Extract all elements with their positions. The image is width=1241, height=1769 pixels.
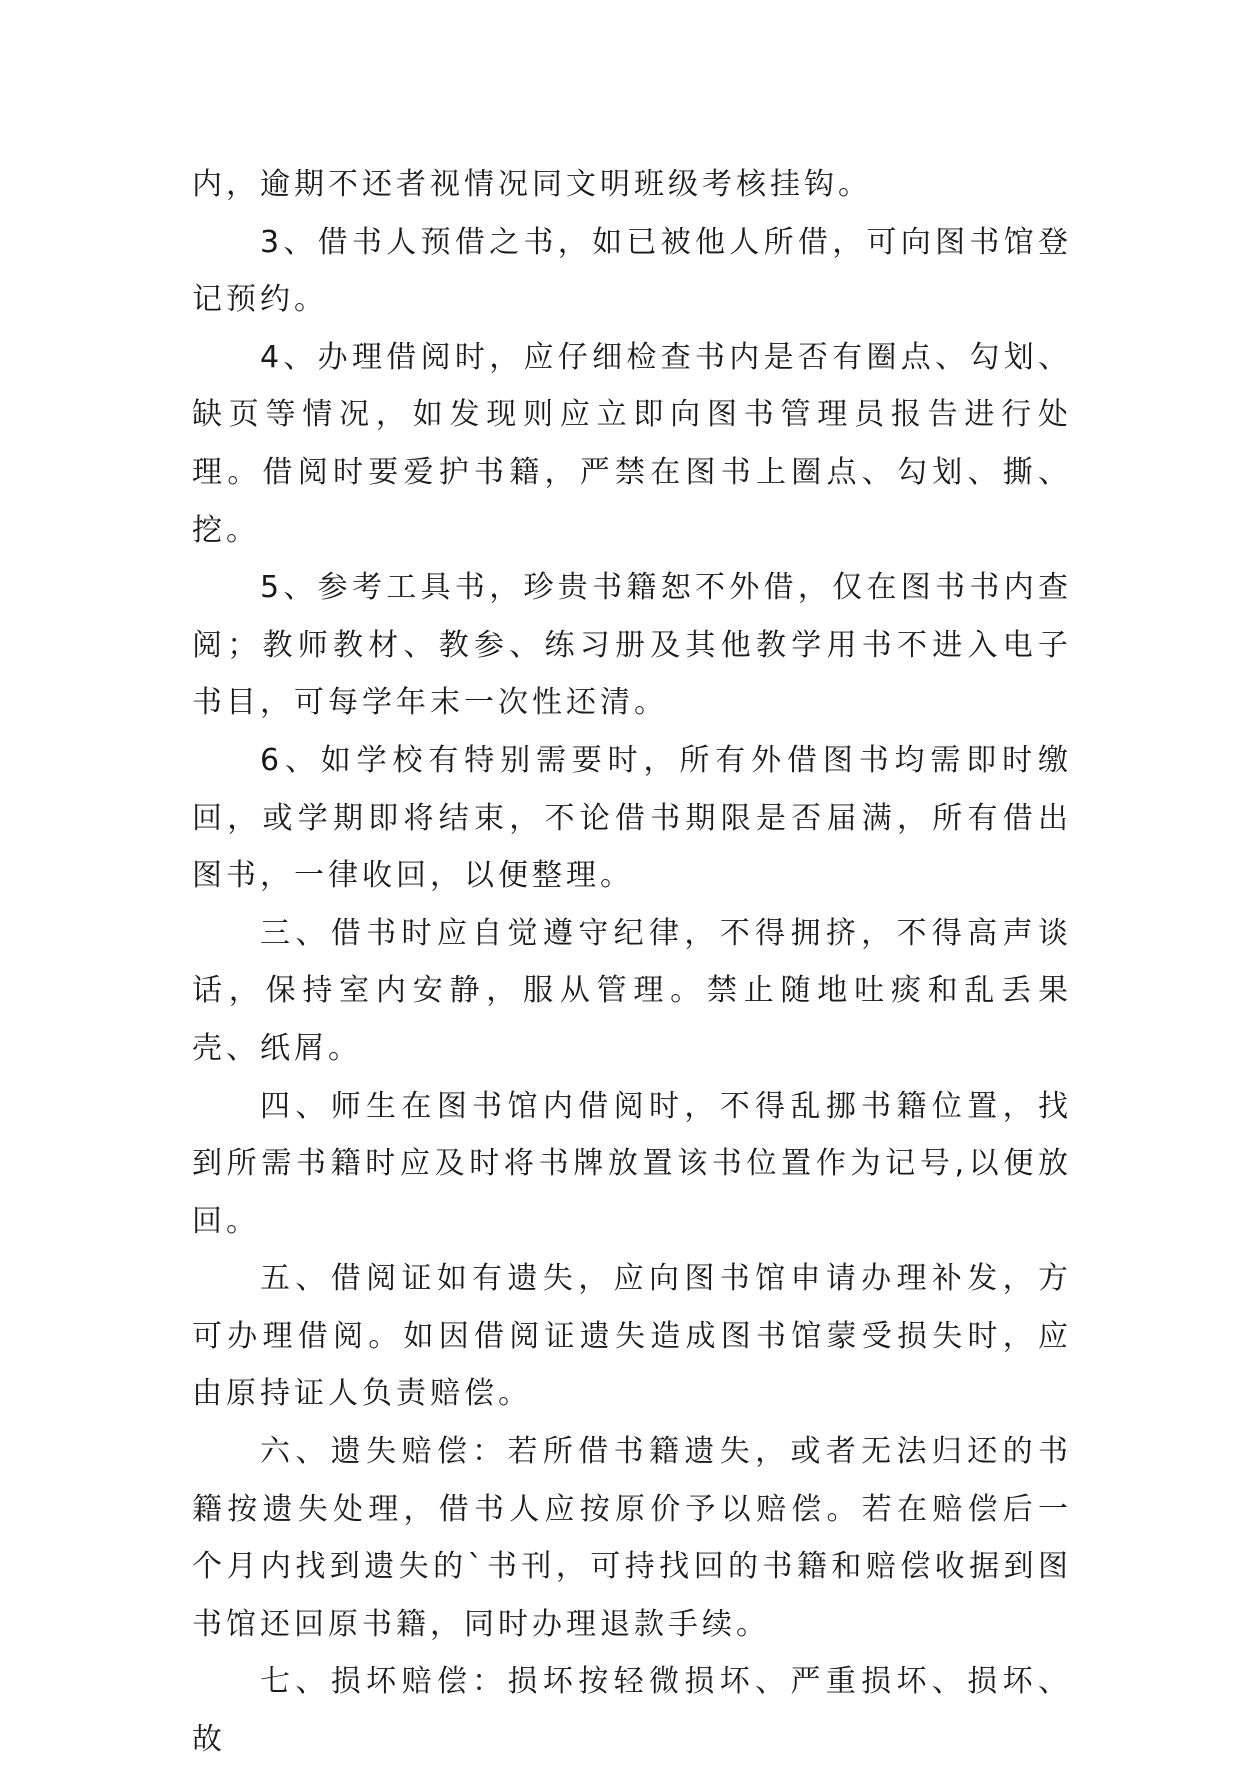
- paragraph-section-5: 五、借阅证如有遗失，应向图书馆申请办理补发，方可办理借阅。如因借阅证遗失造成图书馆蒙受损失时，应由原持证人负责赔偿。: [192, 1261, 1072, 1412]
- paragraph-section-4: 四、师生在图书馆内借阅时，不得乱挪书籍位置，找到所需书籍时应及时将书牌放置该书位置作为记号,以便放回。: [192, 1088, 1072, 1239]
- paragraph-rule-4: 4、办理借阅时，应仔细检查书内是否有圈点、勾划、缺页等情况，如发现则应立即向图书管理员报告进行处理。借阅时要爱护书籍，严禁在图书上圈点、勾划、撕、挖。: [192, 339, 1072, 548]
- paragraph-continuation: 内，逾期不还者视情况同文明班级考核挂钩。: [192, 167, 872, 202]
- paragraph-rule-3: 3、借书人预借之书，如已被他人所借，可向图书馆登记预约。: [192, 224, 1072, 318]
- paragraph-rule-5: 5、参考工具书，珍贵书籍恕不外借，仅在图书书内查阅；教师教材、教参、练习册及其他教学用书不进入电子书目，可每学年末一次性还清。: [192, 570, 1072, 721]
- paragraph-section-3: 三、借书时应自觉遵守纪律，不得拥挤，不得高声谈话，保持室内安静，服从管理。禁止随地吐痰和乱丢果壳、纸屑。: [192, 915, 1072, 1066]
- paragraph-section-6: 六、遗失赔偿：若所借书籍遗失，或者无法归还的书籍按遗失处理，借书人应按原价予以赔偿。若在赔偿后一个月内找到遗失的`书刊，可持找回的书籍和赔偿收据到图书馆还回原书籍，同时办理退款手续。: [192, 1434, 1072, 1642]
- document-body: [192, 156, 1072, 1769]
- paragraph-section-7: 七、损坏赔偿：损坏按轻微损坏、严重损坏、损坏、故: [192, 1664, 1072, 1758]
- paragraph-rule-6: 6、如学校有特别需要时，所有外借图书均需即时缴回，或学期即将结束，不论借书期限是否届满，所有借出图书，一律收回，以便整理。: [192, 742, 1072, 894]
